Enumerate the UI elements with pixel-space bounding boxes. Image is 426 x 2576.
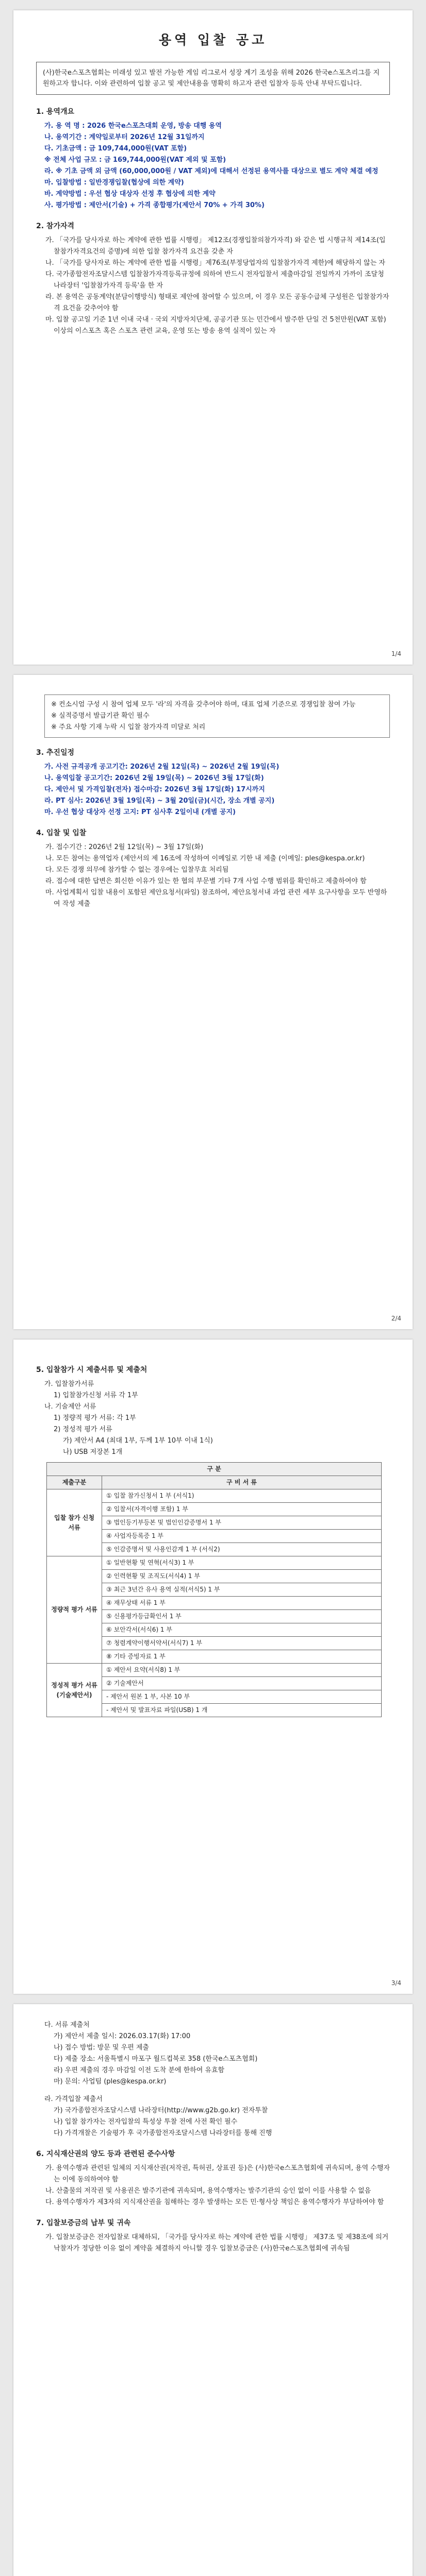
table-cell: ③ 법인등기부등본 및 법인인감증명서 1 부 <box>102 1516 382 1530</box>
overview-line: 사. 평가방법 : 제안서(기술) + 가격 종합평가(제안서 70% + 가격 30%) <box>44 201 265 209</box>
bid-line: 마. 사업계획서 입찰 내용이 포함된 제안요청서(파일) 참조하여, 제안요청서내 과업 관련 세부 요구사항을 모두 반영하여 작성 제출 <box>45 889 387 908</box>
schedule-line: 가. 사전 규격공개 공고기간: 2026년 2월 12일(목) ~ 2026년 2월 19일(목) <box>44 763 280 771</box>
overview-line: 나. 용역기간 : 계약일로부터 2026년 12월 31일까지 <box>44 133 205 141</box>
submission-line: 가) 국가종합전자조달시스템 나라장터(http://www.g2b.go.kr) 전자투찰 <box>54 2107 268 2114</box>
table-header: 구 분 <box>47 1463 382 1476</box>
section-heading: 6. 지식재산권의 양도 등과 관련된 준수사항 <box>36 2150 175 2158</box>
ip-line: 가. 용역수행과 관련된 일체의 지식재산권(저작권, 특허권, 상표권 등)은 (사)한국e스포츠협회에 귀속되며, 용역 수행자는 이에 동의하여야 함 <box>45 2164 390 2183</box>
qualification-line: 다. 국가종합전자조달시스템 입찰참가자격등록규정에 의하여 반드시 전자입찰서 제출마감일 전일까지 가까이 조달청 나라장터 '입찰참가자격 등록'을 한 자 <box>45 270 384 290</box>
submission-line: 라) 우편 제출의 경우 마감일 이전 도착 분에 한하여 유효함 <box>54 2066 225 2074</box>
submission-line: 1) 입찰참가신청 서류 각 1부 <box>54 1392 138 1399</box>
submission-line: 1) 정량적 평가 서류: 각 1부 <box>54 1414 136 1422</box>
overview-line: ※ 전체 사업 규모 : 금 169,744,000원(VAT 제외 및 포함) <box>44 156 226 164</box>
table-category: 입찰 참가 신청 서류 <box>47 1489 102 1556</box>
document-page-1 <box>13 10 413 665</box>
table-cell: - 제안서 원본 1 부, 사본 10 부 <box>102 1690 382 1704</box>
table-cell: ① 일반현황 및 연혁(서식3) 1 부 <box>102 1556 382 1570</box>
section-heading: 7. 입찰보증금의 납부 및 귀속 <box>36 2219 131 2227</box>
overview-line: 다. 기초금액 : 금 109,744,000원(VAT 포함) <box>44 145 187 152</box>
table-cell: ① 입찰 참가신청서 1 부 (서식1) <box>102 1489 382 1503</box>
table-row <box>47 1664 382 1677</box>
table-cell: ④ 재무상태 서류 1 부 <box>102 1597 382 1610</box>
document-page-2 <box>13 675 413 1329</box>
qualification-line: 마. 입찰 공고일 기준 1년 이내 국내 · 국외 지방자치단체, 공공기관 또는 민간에서 발주한 단일 건 5천만원(VAT 포함) 이상의 이스포츠 혹은 스포츠 관련 교육, 운영 또는 방송 용역 실적이 있는 자 <box>45 316 386 335</box>
table-cell: ③ 최근 3년간 유사 용역 실적(서식5) 1 부 <box>102 1583 382 1597</box>
table-cell: ① 제안서 요약(서식8) 1 부 <box>102 1664 382 1677</box>
ip-line: 나. 산출물의 저작권 및 사용권은 발주기관에 귀속되며, 용역수행자는 발주기관의 승인 없이 이를 사용할 수 없음 <box>45 2187 371 2195</box>
submission-subheading: 라. 가격입찰 제출서 <box>44 2095 103 2103</box>
submission-line: 2) 정성적 평가 서류 <box>54 1426 112 1433</box>
table-row <box>47 1489 382 1503</box>
submission-line: 나) 입찰 참가자는 전자입찰의 특성상 투찰 전에 사전 확인 필수 <box>54 2118 238 2126</box>
table-cell: ② 입찰서(자격이행 포함) 1 부 <box>102 1503 382 1516</box>
submission-line: 가) 제안서 제출 일시: 2026.03.17(화) 17:00 <box>54 2032 191 2040</box>
section-heading: 5. 입찰참가 시 제출서류 및 제출처 <box>36 1366 148 1374</box>
bid-line: 나. 모든 참여는 용역업자 (제안서의 제 16조에 작성하여 이메일로 기한 내 제출 (이메일: ples@kespa.or.kr) <box>45 855 365 862</box>
schedule-line: 마. 우선 협상 대상자 선정 고지: PT 심사후 2일이내 (개별 공지) <box>44 808 236 816</box>
table-cell: ② 기술제안서 <box>102 1677 382 1690</box>
section-heading: 3. 추진일정 <box>36 749 75 757</box>
ip-line: 다. 용역수행자가 제3자의 지식재산권을 침해하는 경우 발생하는 모든 민·형사상 책임은 용역수행자가 부담하여야 함 <box>45 2198 384 2206</box>
bid-line: 라. 접수에 대한 답변은 회신한 이유가 있는 한 협의 부문별 기타 7개 사업 수행 범위를 확인하고 제출하여야 함 <box>45 877 367 885</box>
submission-line: 다) 제출 장소: 서울특별시 마포구 월드컵북로 358 (한국e스포츠협회) <box>54 2055 258 2063</box>
qualification-line: 나. 「국가를 당사자로 하는 계약에 관한 법률 시행령」제76조(부정당업자의 입찰참가자격 제한)에 해당하지 않는 자 <box>45 259 385 267</box>
submission-subheading: 나. 기술제안 서류 <box>44 1403 96 1411</box>
submission-line: 나) 접수 방법: 방문 및 우편 제출 <box>54 2044 149 2052</box>
submission-subheading: 가. 입찰참가서류 <box>44 1380 94 1388</box>
qualification-line: 라. 본 용역은 공동계약(분담이행방식) 형태로 제안에 참여할 수 있으며, 이 경우 모든 공동수급체 구성원은 입찰참가자격 요건을 갖추어야 함 <box>45 293 389 312</box>
table-cell: - 제안서 및 발표자료 파일(USB) 1 개 <box>102 1704 382 1717</box>
schedule-line: 다. 제안서 및 가격입찰(전자) 접수마감: 2026년 3월 17일(화) 17시까지 <box>44 786 265 793</box>
submission-line: 나) USB 저장본 1개 <box>63 1448 123 1456</box>
page-number: 1/4 <box>391 650 401 657</box>
submission-subheading: 다. 서류 제출처 <box>44 2021 90 2029</box>
table-category: 정성적 평가 서류 (기술제안서) <box>47 1664 102 1717</box>
page-number: 3/4 <box>391 1979 401 1987</box>
section-heading: 1. 용역개요 <box>36 108 75 116</box>
table-cell: ④ 사업자등록증 1 부 <box>102 1530 382 1543</box>
note-line: ※ 주요 사항 기재 누락 시 입찰 참가자격 미달로 처리 <box>51 723 206 731</box>
section-heading: 2. 참가자격 <box>36 222 75 230</box>
bid-line: 가. 접수기간 : 2026년 2월 12일(목) ~ 3월 17일(화) <box>45 843 204 851</box>
schedule-line: 라. PT 심사: 2026년 3월 19일(목) ~ 3월 20일(금)(시간, 장소 개별 공지) <box>44 797 275 805</box>
table-cell: ⑧ 기타 증빙자료 1 부 <box>102 1650 382 1664</box>
table-category: 정량적 평가 서류 <box>47 1556 102 1664</box>
table-header: 제출구분 <box>47 1476 102 1489</box>
overview-line: 라. ※ 기초 금액 외 금액 (60,000,000원 / VAT 제외)에 대해서 선정된 용역사를 대상으로 별도 계약 체결 예정 <box>44 167 379 175</box>
document-page-3 <box>13 1340 413 1994</box>
note-line: ※ 컨소시엄 구성 시 참여 업체 모두 '라'의 자격을 갖추어야 하며, 대표 업체 기준으로 경쟁입찰 참여 가능 <box>51 701 356 708</box>
submission-line: 다) 가격개찰은 기술평가 후 국가종합전자조달시스템 나라장터를 통해 진행 <box>54 2129 272 2137</box>
table-cell: ⑤ 신용평가등급확인서 1 부 <box>102 1610 382 1623</box>
table-header: 구 비 서 류 <box>102 1476 382 1489</box>
document-page-4 <box>13 2004 413 2576</box>
table-cell: ⑥ 보안각서(서식6) 1 부 <box>102 1623 382 1637</box>
intro-box: (사)한국e스포츠협회는 미래성 있고 발전 가능한 게임 리그로서 성장 계기 조성을 위해 2026 한국e스포츠리그를 지원하고자 합니다. 이와 관련하여 입찰 공고 및 제안내용을 명확히 하고자 관련 입찰자 등록 안내 부탁드립니다. <box>36 62 390 95</box>
submission-line: 마) 문의: 사업팀 (ples@kespa.or.kr) <box>54 2078 167 2086</box>
note-line: ※ 실적증명서 발급기관 확인 필수 <box>51 712 150 720</box>
table-cell: ⑦ 청렴계약이행서약서(서식7) 1 부 <box>102 1637 382 1650</box>
document-table <box>46 1462 382 1717</box>
table-row <box>47 1556 382 1570</box>
deposit-line: 가. 입찰보증금은 전자입찰로 대체하되, 「국가를 당사자로 하는 계약에 관한 법률 시행령」 제37조 및 제38조에 의거 낙찰자가 정당한 이유 없이 계약을 체결하지 아니할 경우 입찰보증금은 (사)한국e스포츠협회에 귀속됨 <box>45 2233 389 2252</box>
page-number: 2/4 <box>391 1315 401 1322</box>
overview-line: 바. 계약방법 : 우선 협상 대상자 선정 후 협상에 의한 계약 <box>44 190 216 198</box>
section-heading: 4. 입찰 및 입찰 <box>36 829 87 837</box>
overview-line: 마. 입찰방법 : 일반경쟁입찰(협상에 의한 계약) <box>44 179 184 187</box>
bid-line: 다. 모든 경쟁 의무에 참가할 수 없는 경우에는 입찰무효 처리됨 <box>45 866 229 874</box>
table-cell: ⑤ 인감증명서 및 사용인감계 1 부 (서식2) <box>102 1543 382 1556</box>
submission-line: 가) 제안서 A4 (최대 1부, 두께 1부 10부 이내 1식) <box>63 1437 213 1445</box>
qualification-line: 가. 「국가를 당사자로 하는 계약에 관한 법률 시행령」 제12조(경쟁입찰의참가자격) 와 같은 법 시행규칙 제14조(입찰참가자격요건의 증명)에 의한 입찰 참가자격 요건을 갖춘 자 <box>45 236 386 256</box>
overview-line: 가. 용 역 명 : 2026 한국e스포츠대회 운영, 방송 대행 용역 <box>44 122 222 130</box>
table-cell: ② 인력현황 및 조직도(서식4) 1 부 <box>102 1570 382 1583</box>
schedule-line: 나. 용역입찰 공고기간: 2026년 2월 19일(목) ~ 2026년 3월 17일(화) <box>44 774 264 782</box>
note-box <box>44 694 390 738</box>
document-title: 용역 입찰 공고 <box>158 32 268 47</box>
